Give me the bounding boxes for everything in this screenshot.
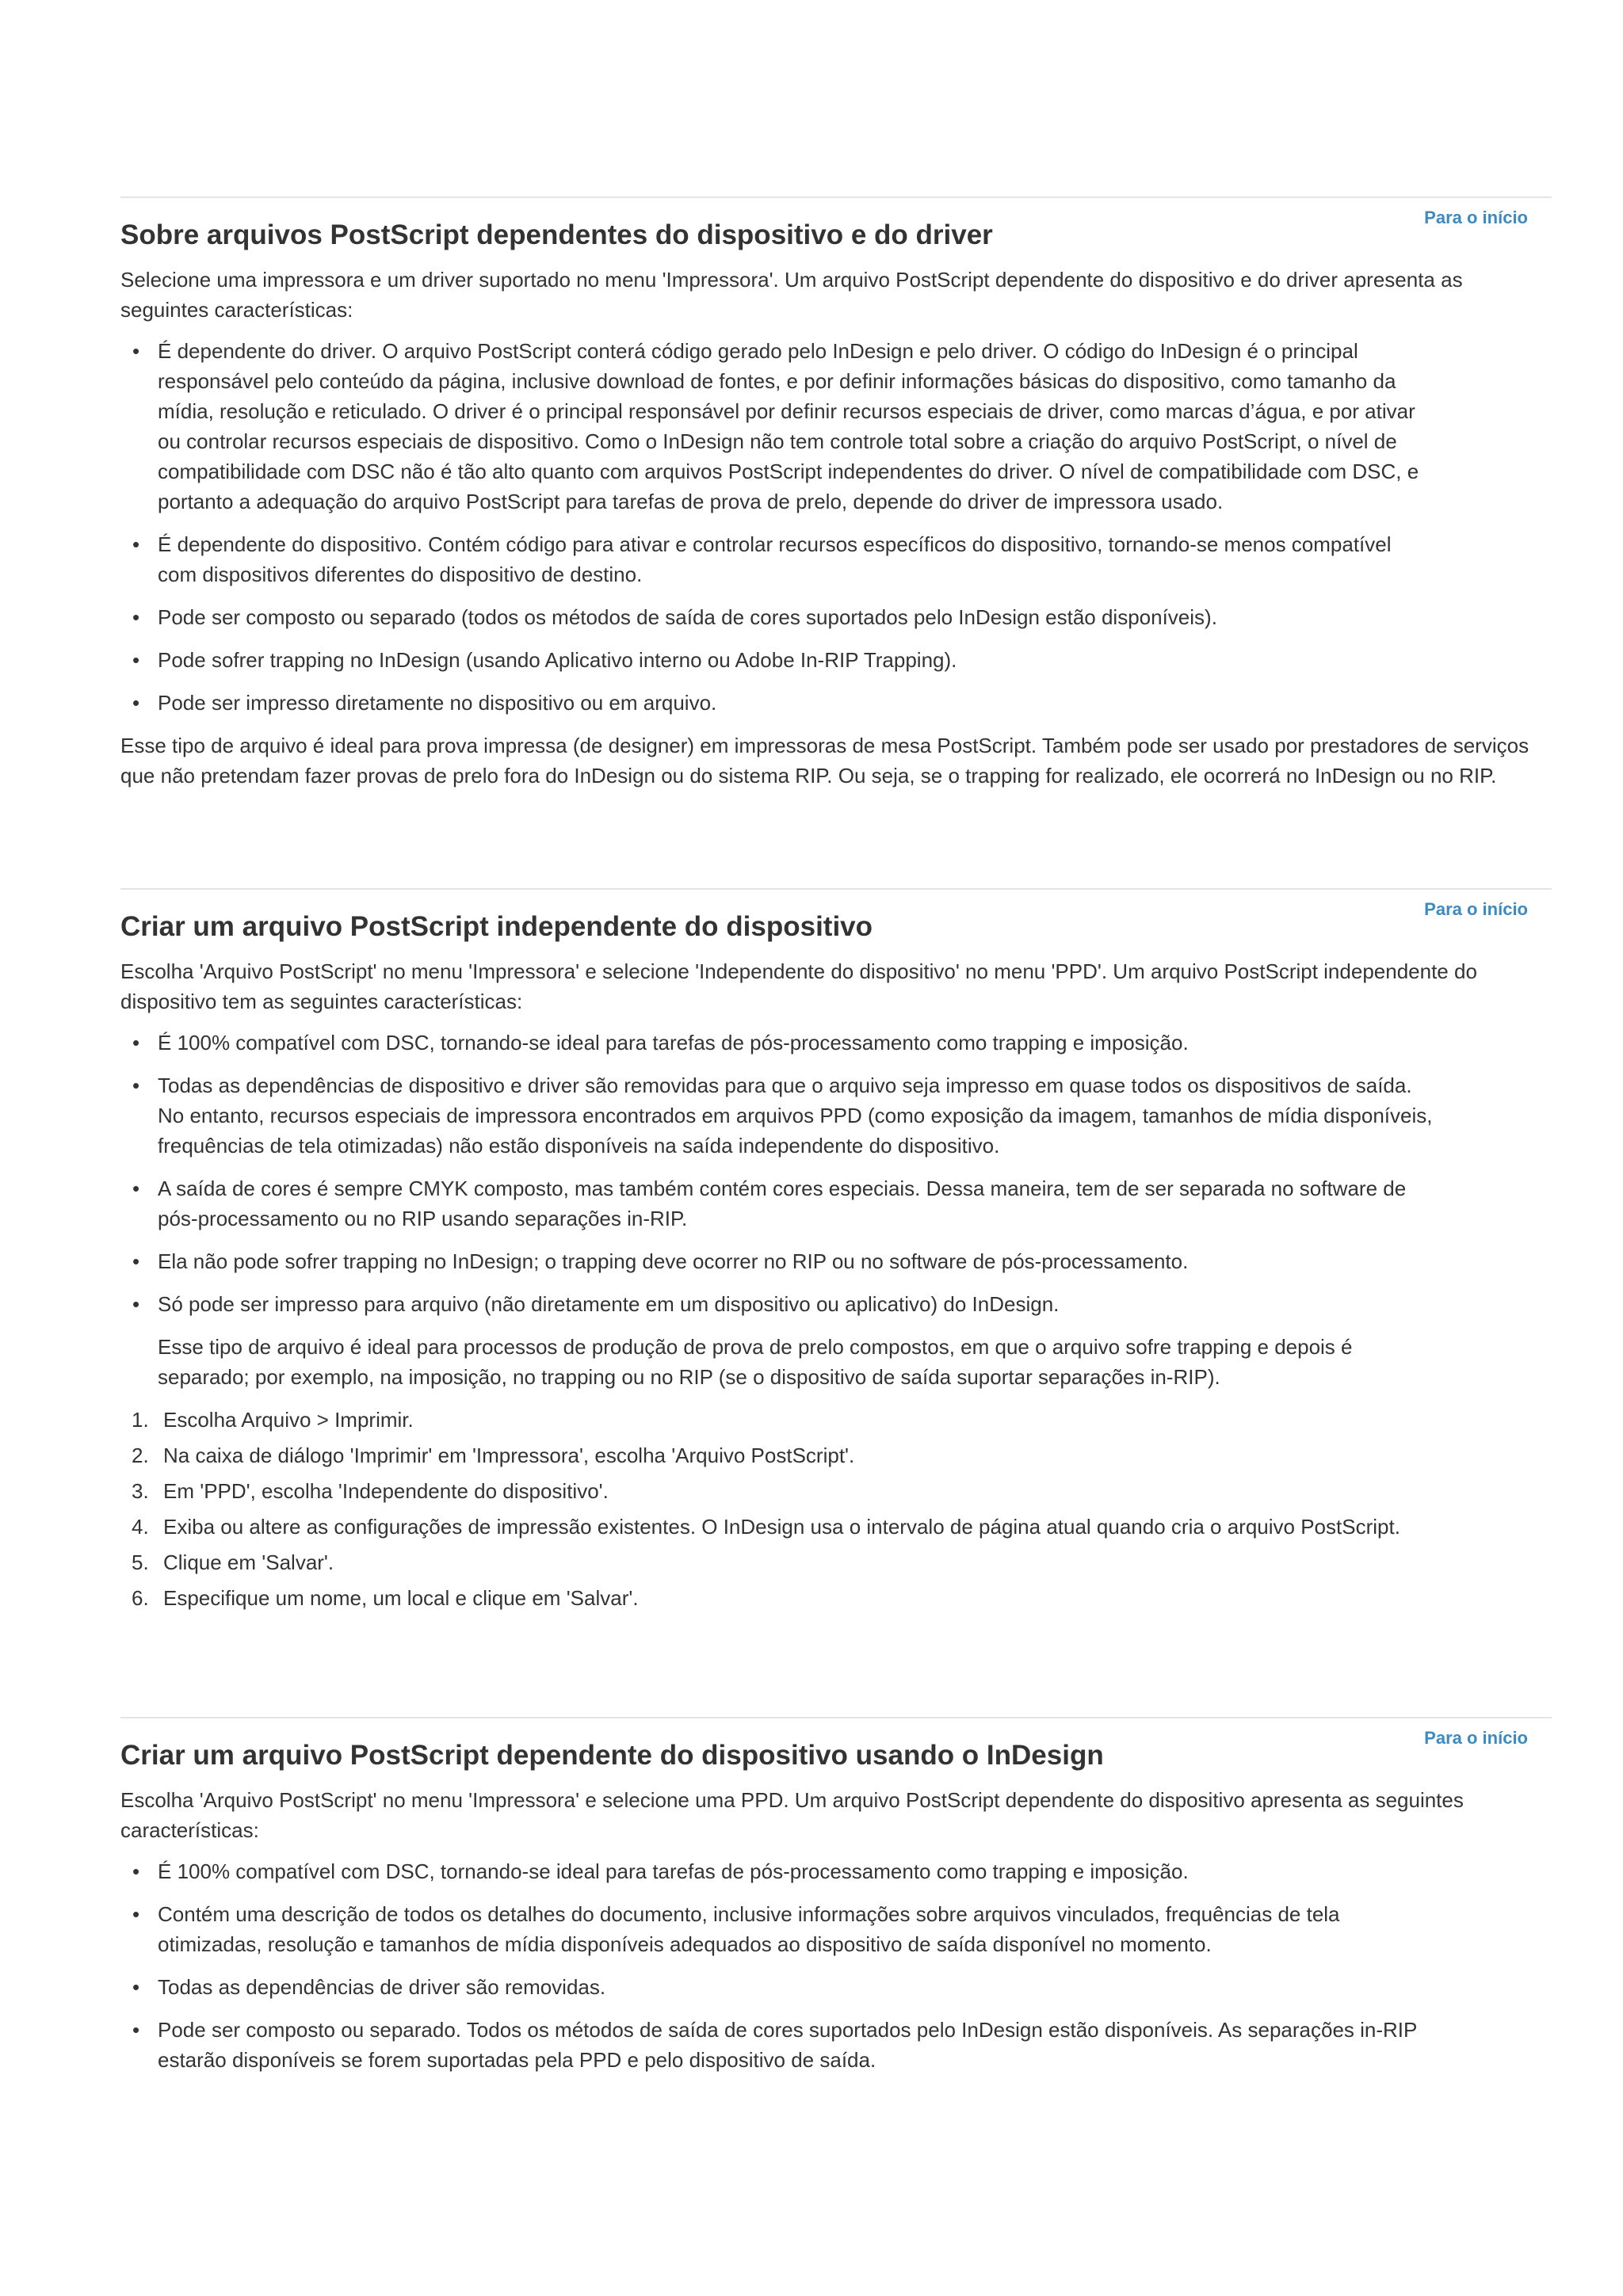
list-item: • Pode ser composto ou separado (todos os métodos de saída de cores suportados pelo InDesign estão disponíveis). [120,602,1505,632]
list-item: • Pode sofrer trapping no InDesign (usando Aplicativo interno ou Adobe In-RIP Trapping). [120,645,1505,675]
step-item: 6. Especifique um nome, um local e clique em 'Salvar'. [132,1586,639,1610]
section-divider [120,196,1552,198]
step-item: 1. Escolha Arquivo > Imprimir. [132,1408,414,1432]
list-item: • Ela não pode sofrer trapping no InDesign; o trapping deve ocorrer no RIP ou no software de pós-processamento. [120,1246,1505,1276]
list-item: • É dependente do driver. O arquivo PostScript conterá código gerado pelo InDesign e pelo driver. O código do InDesign é o principal responsável pelo conteúdo da página, inclusive download de fontes, e por definir informações básicas do dispositivo, como tamanho da mídia, resolução e reticulado. O driver é o principal responsável por definir recursos especiais de driver, como marcas d’água, e por ativar ou controlar recursos especiais de dispositivo. Como o InDesign não tem controle total sobre a criação do arquivo PostScript, o nível de compatibilidade com DSC não é tão alto quanto com arquivos PostScript independentes do driver. O nível de compatibilidade com DSC, e portanto a adequação do arquivo PostScript para tarefas de prova de prelo, depende do driver de impressora usado. [120,336,1505,517]
list-item: • Contém uma descrição de todos os detalhes do documento, inclusive informações sobre arquivos vinculados, frequências de tela otimizadas, resolução e tamanhos de mídia disponíveis adequados ao dispositivo de saída disponível no momento. [120,1899,1505,1959]
section-device-driver-dependent [120,196,1552,791]
list-item: • É 100% compatível com DSC, tornando-se ideal para tarefas de pós-processamento como trapping e imposição. [120,1856,1505,1886]
list-item-note: Esse tipo de arquivo é ideal para processos de produção de prova de prelo compostos, em que o arquivo sofre trapping e depois é separado; por exemplo, na imposição, no trapping ou no RIP (se o dispositivo de saída suportar separações in-RIP). [158,1335,1353,1389]
section-intro: Selecione uma impressora e um driver suportado no menu 'Impressora'. Um arquivo PostScript dependente do dispositivo e do driver apresenta as seguintes características: [120,268,1463,322]
step-item: 4. Exiba ou altere as configurações de impressão existentes. O InDesign usa o intervalo de página atual quando cria o arquivo PostScript. [132,1515,1400,1539]
section-title: Criar um arquivo PostScript dependente do dispositivo usando o InDesign [120,1740,1104,1771]
section-device-independent [120,888,1552,1619]
step-item: 5. Clique em 'Salvar'. [132,1550,334,1574]
list-item: • Só pode ser impresso para arquivo (não diretamente em um dispositivo ou aplicativo) do InDesign. Esse tipo de arquivo é ideal para processos de produção de prova de prelo compostos, em que o arquivo sofre trapping e depois é separado; por exemplo, na imposição, no trapping ou no RIP (se o dispositivo de saída suportar separações in-RIP). [120,1289,1505,1392]
list-item: • Todas as dependências de driver são removidas. [120,1972,1505,2002]
list-item: • Pode ser impresso diretamente no dispositivo ou em arquivo. [120,688,1505,718]
section-divider [120,888,1552,890]
section-closing: Esse tipo de arquivo é ideal para prova impressa (de designer) em impressoras de mesa PostScript. Também pode ser usado por prestadores de serviços que não pretendam fazer provas de prelo fora do InDesign ou do sistema RIP. Ou seja, se o trapping for realizado, ele ocorrerá no InDesign ou no RIP. [120,734,1529,788]
list-item: • É dependente do dispositivo. Contém código para ativar e controlar recursos específicos do dispositivo, tornando-se menos compatível com dispositivos diferentes do dispositivo de destino. [120,529,1505,589]
feature-list [120,1856,1552,2075]
step-item: 2. Na caixa de diálogo 'Imprimir' em 'Impressora', escolha 'Arquivo PostScript'. [132,1444,855,1467]
list-item: • Pode ser composto ou separado. Todos os métodos de saída de cores suportados pelo InDesign estão disponíveis. As separações in-RIP estarão disponíveis se forem suportadas pela PPD e pelo dispositivo de saída. [120,2015,1505,2075]
back-to-top-link[interactable]: Para o início [1424,899,1528,919]
list-item: • Todas as dependências de dispositivo e driver são removidas para que o arquivo seja impresso em quase todos os dispositivos de saída. No entanto, recursos especiais de impressora encontrados em arquivos PPD (como exposição da imagem, tamanhos de mídia disponíveis, frequências de tela otimizadas) não estão disponíveis na saída independente do dispositivo. [120,1070,1505,1161]
section-device-dependent-indesign [120,1717,1552,2088]
section-title: Criar um arquivo PostScript independente do dispositivo [120,911,873,942]
section-divider [120,1717,1552,1718]
steps-list [120,1405,1552,1613]
section-intro: Escolha 'Arquivo PostScript' no menu 'Impressora' e selecione uma PPD. Um arquivo PostScript dependente do dispositivo apresenta as seguintes características: [120,1788,1464,1842]
feature-list [120,336,1552,718]
list-item: • A saída de cores é sempre CMYK composto, mas também contém cores especiais. Dessa maneira, tem de ser separada no software de pós-processamento ou no RIP usando separações in-RIP. [120,1173,1505,1234]
list-item: • É 100% compatível com DSC, tornando-se ideal para tarefas de pós-processamento como trapping e imposição. [120,1028,1505,1058]
step-item: 3. Em 'PPD', escolha 'Independente do dispositivo'. [132,1479,609,1503]
section-title: Sobre arquivos PostScript dependentes do dispositivo e do driver [120,219,993,250]
feature-list [120,1028,1552,1392]
back-to-top-link[interactable]: Para o início [1424,208,1528,227]
section-intro: Escolha 'Arquivo PostScript' no menu 'Impressora' e selecione 'Independente do dispositivo' no menu 'PPD'. Um arquivo PostScript independente do dispositivo tem as seguintes características: [120,959,1477,1013]
back-to-top-link[interactable]: Para o início [1424,1728,1528,1748]
